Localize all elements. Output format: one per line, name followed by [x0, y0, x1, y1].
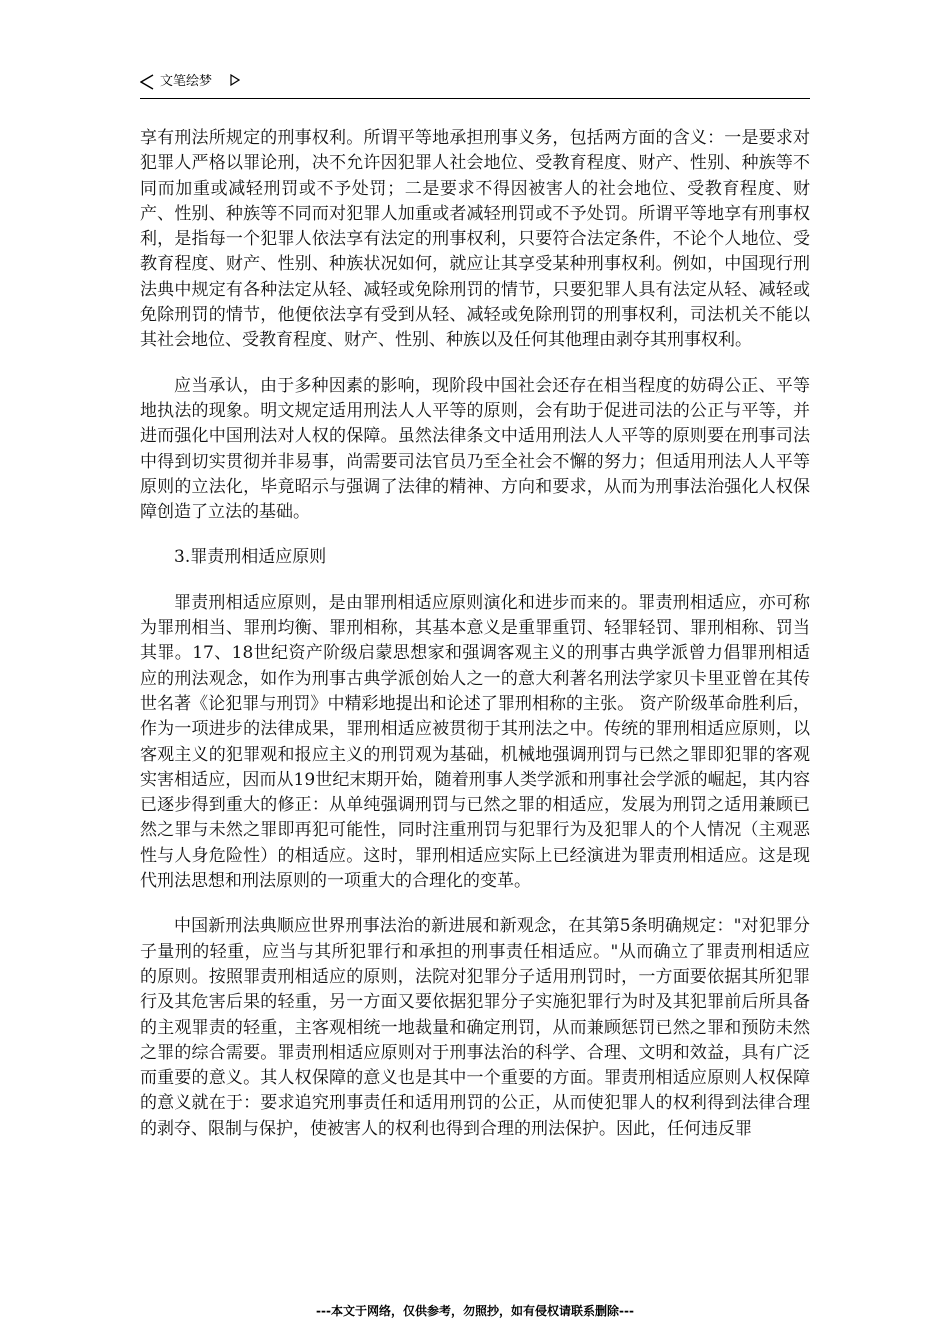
header-brand: 文笔绘梦 — [160, 74, 213, 89]
paragraph-4: 中国新刑法典顺应世界刑事法治的新进展和新观念，在其第5条明确规定："对犯罪分子量刑的轻重，应当与其所犯罪行和承担的刑事责任相适应。"从而确立了罪责刑相适应的原则。按照罪责刑相适应的原则，法院对犯罪分子适用刑罚时，一方面要依据其所犯罪行及其危害后果的轻重，另一方面又要依据犯罪分子实施犯罪行为时及其犯罪前后所具备的主观罪责的轻重，主客观相统一地裁量和确定刑罚，从而兼顾惩罚已然之罪和预防未然之罪的综合需要。罪责刑相适应原则对于刑事法治的科学、合理、文明和效益，具有广泛而重要的意义。其人权保障的意义也是其中一个重要的方面。罪责刑相适应原则人权保障的意义就在于：要求追究刑事责任和适用刑罚的公正，从而使犯罪人的权利得到法律合理的剥夺、限制与保护，使被害人的权利也得到合理的刑法保护。因此，任何违反罪 — [140, 916, 810, 1139]
right-triangle-icon — [230, 74, 240, 86]
paragraph-1: 享有刑法所规定的刑事权利。所谓平等地承担刑事义务，包括两方面的含义：一是要求对犯罪人严格以罪论刑，决不允许因犯罪人社会地位、受教育程度、财产、性别、种族等不同而加重或减轻刑罚或不予处罚；二是要求不得因被害人的社会地位、受教育程度、财产、性别、种族等不同而对犯罪人加重或者减轻刑罚或不予处罚。所谓平等地享有刑事权利，是指每一个犯罪人依法享有法定的刑事权利，只要符合法定条件，不论个人地位、受教育程度、财产、性别、种族状况如何，就应让其享受某种刑事权利。例如，中国现行刑法典中规定有各种法定从轻、减轻或免除刑罚的情节，只要犯罪人具有法定从轻、减轻或免除刑罚的情节，他便依法享有受到从轻、减轻或免除刑罚的刑事权利，司法机关不能以其社会地位、受教育程度、财产、性别、种族以及任何其他理由剥夺其刑事权利。 — [140, 128, 810, 351]
paragraph-3: 罪责刑相适应原则，是由罪刑相适应原则演化和进步而来的。罪责刑相适应，亦可称为罪刑相当、罪刑均衡、罪刑相称，其基本意义是重罪重罚、轻罪轻罚、罪刑相称、罚当其罪。17、18世纪资产阶级启蒙思想家和强调客观主义的刑事古典学派曾力倡罪刑相适应的刑法观念，如作为刑事古典学派创始人之一的意大利著名刑法学家贝卡里亚曾在其传世名著《论犯罪与刑罚》中精彩地提出和论述了罪刑相称的主张。 资产阶级革命胜利后，作为一项进步的法律成果，罪刑相适应被贯彻于其刑法之中。传统的罪刑相适应原则，以客观主义的犯罪观和报应主义的刑罚观为基础，机械地强调刑罚与已然之罪即犯罪的客观实害相适应，因而从19世纪末期开始，随着刑事人类学派和刑事社会学派的崛起，其内容已逐步得到重大的修正：从单纯强调刑罚与已然之罪的相适应，发展为刑罚之适用兼顾已然之罪与未然之罪即再犯可能性，同时注重刑罚与犯罪行为及犯罪人的个人情况（主观恶性与人身危险性）的相适应。这时，罪刑相适应实际上已经演进为罪责刑相适应。这是现代刑法思想和刑法原则的一项重大的合理化的变革。 — [140, 592, 810, 892]
paragraph-2: 应当承认，由于多种因素的影响，现阶段中国社会还存在相当程度的妨碍公正、平等地执法的现象。明文规定适用刑法人人平等的原则，会有助于促进司法的公正与平等，并进而强化中国刑法对人权的保障。虽然法律条文中适用刑法人人平等的原则要在刑事司法中得到切实贯彻并非易事，尚需要司法官员乃至全社会不懈的努力；但适用刑法人人平等原则的立法化，毕竟昭示与强调了法律的精神、方向和要求，从而为刑事法治强化人权保障创造了立法的基础。 — [140, 375, 810, 523]
page-header — [140, 70, 810, 99]
document-body — [140, 126, 810, 1142]
page-footer: ---本文于网络，仅供参考，勿照抄，如有侵权请联系删除--- — [316, 1304, 634, 1318]
section-heading: 3.罪责刑相适应原则 — [174, 547, 327, 568]
left-triangle-icon — [140, 74, 154, 90]
